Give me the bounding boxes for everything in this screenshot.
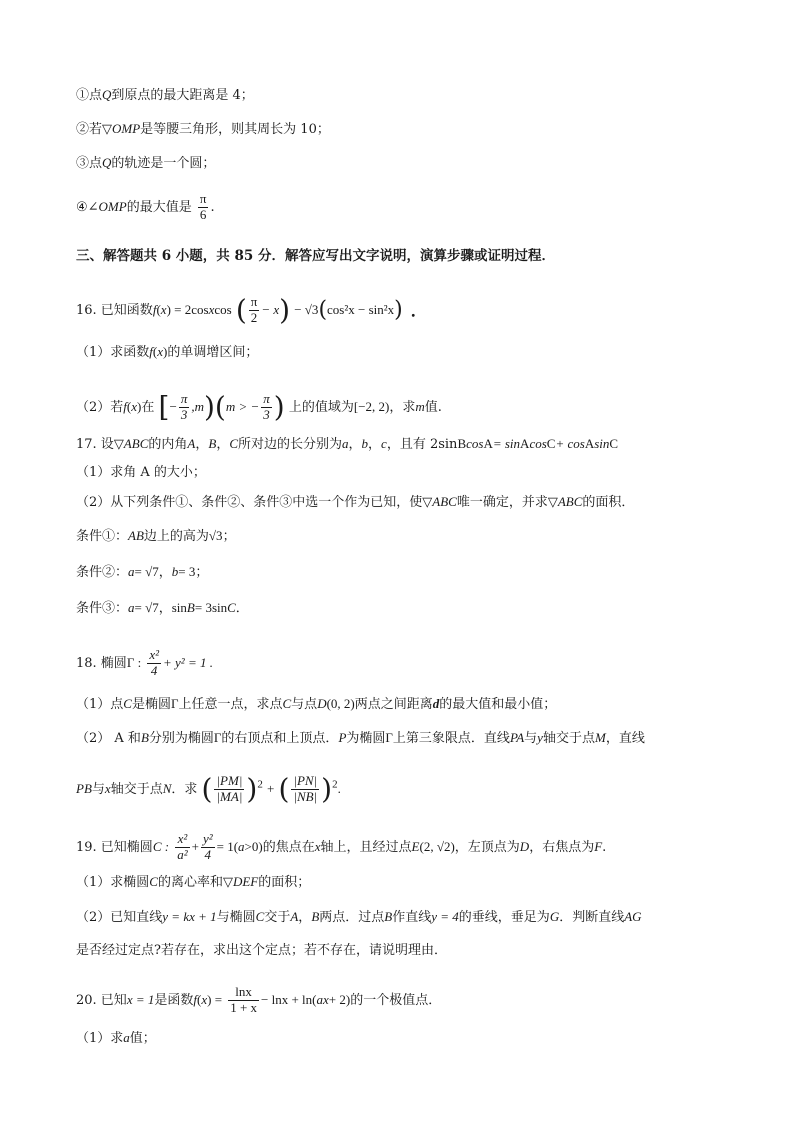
item-3: ③点Q的轨迹是一个圆； bbox=[76, 155, 216, 171]
question-19-part-2: （2）已知直线y = kx + 1与椭圆C交于A，B两点．过点B作直线y = 4的垂线，垂足为G．判断直线AG bbox=[76, 909, 642, 925]
question-16-part-1: （1）求函数f(x)的单调增区间； bbox=[76, 344, 259, 360]
item-2: ②若▽OMP是等腰三角形，则其周长为 10； bbox=[76, 121, 330, 137]
question-18: 18. 椭圆Γ : $\frac{\text{x²}}{4}$ + y² = 1 . bbox=[76, 647, 213, 678]
condition-2: 条件②：a= √7，b= 3； bbox=[76, 564, 209, 580]
question-17: 17. 设▽ABC的内角A，B，C所对边的长分别为a，b，c，且有 2sinBcosA= sinAcosC+ cosAsinC bbox=[76, 436, 619, 452]
question-20: 20. 已知x = 1是函数f(x) = $\frac{\ln x}{1 + x}$ − lnx + ln(ax+ 2)的一个极值点． bbox=[76, 984, 442, 1015]
question-19: 19. 已知椭圆C : $\frac{\text{x²}}{\text{a²}}$ + $\frac{\text{y²}}{4}$ = 1(a>0)的焦点在x轴上，且经过点E(2, √2)，左顶点为D，右焦点为F. bbox=[76, 831, 607, 862]
question-19-part-2-cont: 是否经过定点?若存在，求出这个定点；若不存在，请说明理由． bbox=[76, 943, 447, 958]
question-18-part-1: （1）点C是椭圆Γ上任意一点，求点C与点D(0, 2)两点之间距离d的最大值和最小值； bbox=[76, 696, 557, 712]
question-19-part-1: （1）求椭圆C的离心率和▽DEF的面积； bbox=[76, 874, 311, 890]
question-18-part-2-formula: PB与x轴交于点N．求 ( $\frac{|PM|}{|MA|}$ )$^2$ + ( $\frac{|PN|}{|NB|}$ )$^2$. bbox=[76, 772, 341, 806]
question-17-part-2: （2）从下列条件①、条件②、条件③中选一个作为已知，使▽ABC唯一确定，并求▽ABC的面积． bbox=[76, 494, 635, 510]
fraction-pi-6: $\frac{\pi}{6}$ bbox=[199, 191, 207, 222]
item-4: ④∠OMP的最大值是 $\frac{\pi}{6}$ . bbox=[76, 191, 215, 222]
section-heading: 三、解答题共 6 小题，共 85 分．解答应写出文字说明，演算步骤或证明过程． bbox=[76, 248, 555, 264]
condition-1: 条件①：AB边上的高为√3； bbox=[76, 528, 236, 544]
question-16: 16. 已知函数f(x) = 2cosxcos ( $\frac{\pi}{2}$ − x) − √3(cos²x − sin²x) . bbox=[76, 293, 417, 327]
item-1: ①点Q到原点的最大距离是 4； bbox=[76, 87, 254, 103]
question-17-part-1: （1）求角 A 的大小； bbox=[76, 465, 206, 480]
question-20-part-1: （1）求a值； bbox=[76, 1030, 156, 1046]
question-18-part-2: （2） A 和B分别为椭圆Γ的右顶点和上顶点．P为椭圆Γ上第三象限点．直线PA与y轴交于点M，直线 bbox=[76, 730, 645, 746]
condition-3: 条件③：a= √7，sinB= 3sinC． bbox=[76, 600, 249, 616]
question-16-part-2: （2）若f(x)在 [− $\frac{\pi}{3}$ ,m)(m > − $\frac{\pi}{3}$ ) 上的值域为[−2, 2)，求m值. bbox=[76, 390, 442, 424]
